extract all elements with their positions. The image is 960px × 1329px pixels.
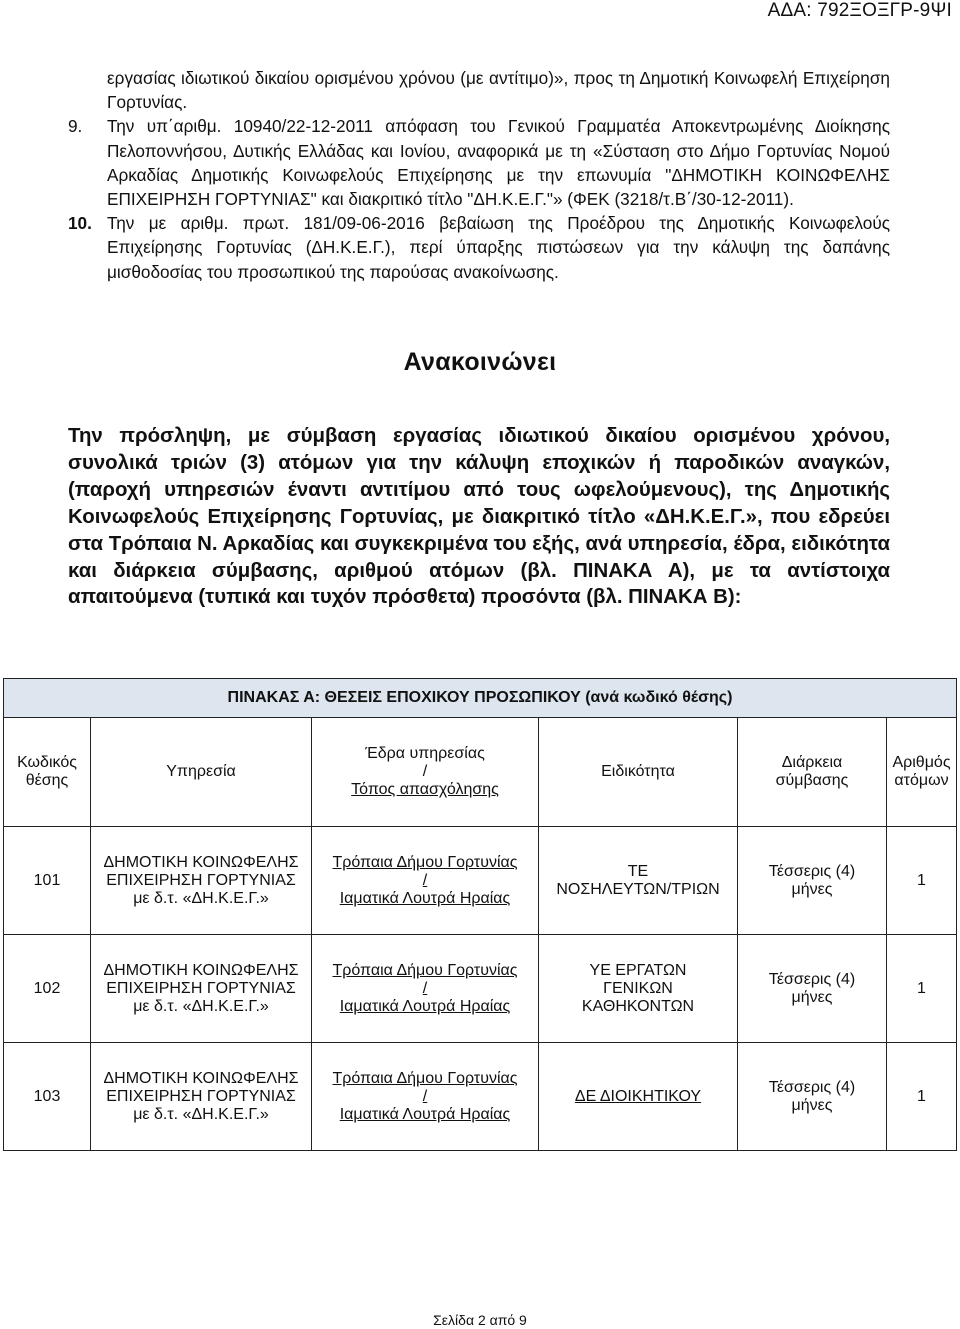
- intro-continuation: εργασίας ιδιωτικού δικαίου ορισμένου χρόνου (με αντίτιμο)», προς τη Δημοτική Κοινωφελή Επιχείρηση Γορτυνίας.: [107, 68, 890, 113]
- cell-count: 1: [887, 827, 957, 935]
- table-caption: ΠΙΝΑΚΑΣ Α: ΘΕΣΕΙΣ ΕΠΟΧΙΚΟΥ ΠΡΟΣΩΠΙΚΟΥ (ανά κωδικό θέσης): [4, 679, 957, 718]
- cell-count: 1: [887, 935, 957, 1043]
- cell-location: Τρόπαια Δήμου Γορτυνίας / Ιαματικά Λουτρά Ηραίας: [312, 1043, 539, 1151]
- header-location: Έδρα υπηρεσίας / Τόπος απασχόλησης: [312, 718, 539, 827]
- intro-item: [68, 114, 890, 211]
- intro-section: [68, 66, 890, 284]
- cell-service: ΔΗΜΟΤΙΚΗ ΚΟΙΝΩΦΕΛΗΣ ΕΠΙΧΕΙΡΗΣΗ ΓΟΡΤΥΝΙΑΣ με δ.τ. «ΔΗ.Κ.Ε.Γ.»: [91, 827, 312, 935]
- section-heading: Ανακοινώνει: [403, 348, 557, 376]
- item-number: 9.: [68, 116, 83, 137]
- item-number: 10.: [68, 213, 92, 234]
- cell-location: Τρόπαια Δήμου Γορτυνίας / Ιαματικά Λουτρά Ηραίας: [312, 935, 539, 1043]
- cell-code: 101: [4, 827, 91, 935]
- table-row: [4, 827, 957, 935]
- cell-location: Τρόπαια Δήμου Γορτυνίας / Ιαματικά Λουτρά Ηραίας: [312, 827, 539, 935]
- cell-service: ΔΗΜΟΤΙΚΗ ΚΟΙΝΩΦΕΛΗΣ ΕΠΙΧΕΙΡΗΣΗ ΓΟΡΤΥΝΙΑΣ με δ.τ. «ΔΗ.Κ.Ε.Γ.»: [91, 935, 312, 1043]
- header-count: Αριθμός ατόμων: [887, 718, 957, 827]
- cell-specialty: ΥΕ ΕΡΓΑΤΩΝ ΓΕΝΙΚΩΝ ΚΑΘΗΚΟΝΤΩΝ: [539, 935, 738, 1043]
- ada-code: ΑΔΑ: 792ΞΟΞΓΡ-9ΨΙ: [767, 0, 952, 21]
- cell-duration: Τέσσερις (4) μήνες: [738, 1043, 887, 1151]
- item-text: Την με αριθμ. πρωτ. 181/09-06-2016 βεβαίωση της Προέδρου της Δημοτικής Κοινωφελούς Επιχείρησης Γορτυνίας (ΔΗ.Κ.Ε.Γ.), περί ύπαρξης πιστώσεων για την κάλυψη της δαπάνης μισθοδοσίας του προσωπικού της παρούσας ανακοίνωσης.: [107, 213, 890, 282]
- header-duration: Διάρκεια σύμβασης: [738, 718, 887, 827]
- intro-item: [68, 211, 890, 284]
- page-number: Σελίδα 2 από 9: [433, 1312, 527, 1328]
- table-header-row: [4, 718, 957, 827]
- cell-specialty: ΔΕ ΔΙΟΙΚΗΤΙΚΟΥ: [539, 1043, 738, 1151]
- cell-code: 103: [4, 1043, 91, 1151]
- table-row: [4, 935, 957, 1043]
- header-specialty: Ειδικότητα: [539, 718, 738, 827]
- item-text: Την υπ΄αριθμ. 10940/22-12-2011 απόφαση του Γενικού Γραμματέα Αποκεντρωμένης Διοίκησης Πελοποννήσου, Δυτικής Ελλάδας και Ιονίου, αναφορικά με τη «Σύσταση στο Δήμο Γορτυνίας Νομού Αρκαδίας Δημοτικής Κοινωφελούς Επιχείρησης με την επωνυμία "ΔΗΜΟΤΙΚΗ ΚΟΙΝΩΦΕΛΗΣ ΕΠΙΧΕΙΡΗΣΗ ΓΟΡΤΥΝΙΑΣ" και διακριτικό τίτλο "ΔΗ.Κ.Ε.Γ."» (ΦΕΚ (3218/τ.Β΄/30-12-2011).: [107, 116, 890, 210]
- header-code: Κωδικός θέσης: [4, 718, 91, 827]
- cell-count: 1: [887, 1043, 957, 1151]
- announcement-paragraph: Την πρόσληψη, με σύμβαση εργασίας ιδιωτικού δικαίου ορισμένου χρόνου, συνολικά τριών (3) ατόμων για την κάλυψη εποχικών ή παροδικών αναγκών, (παροχή υπηρεσιών έναντι αντιτίμου από τους ωφελούμενους), της Δημοτικής Κοινωφελούς Επιχείρησης Γορτυνίας, με διακριτικό τίτλο «ΔΗ.Κ.Ε.Γ.», που εδρεύει στα Τρόπαια Ν. Αρκαδίας και συγκεκριμένα του εξής, ανά υπηρεσία, έδρα, ειδικότητα και διάρκεια σύμβασης, αριθμού ατόμων (βλ. ΠΙΝΑΚΑ Α), με τα αντίστοιχα απαιτούμενα (τυπικά και τυχόν πρόσθετα) προσόντα (βλ. ΠΙΝΑΚΑ Β):: [68, 425, 890, 609]
- cell-code: 102: [4, 935, 91, 1043]
- table-row: [4, 1043, 957, 1151]
- cell-duration: Τέσσερις (4) μήνες: [738, 935, 887, 1043]
- cell-service: ΔΗΜΟΤΙΚΗ ΚΟΙΝΩΦΕΛΗΣ ΕΠΙΧΕΙΡΗΣΗ ΓΟΡΤΥΝΙΑΣ με δ.τ. «ΔΗ.Κ.Ε.Γ.»: [91, 1043, 312, 1151]
- positions-table: [3, 678, 957, 1151]
- cell-duration: Τέσσερις (4) μήνες: [738, 827, 887, 935]
- cell-specialty: ΤΕ ΝΟΣΗΛΕΥΤΩΝ/ΤΡΙΩΝ: [539, 827, 738, 935]
- header-service: Υπηρεσία: [91, 718, 312, 827]
